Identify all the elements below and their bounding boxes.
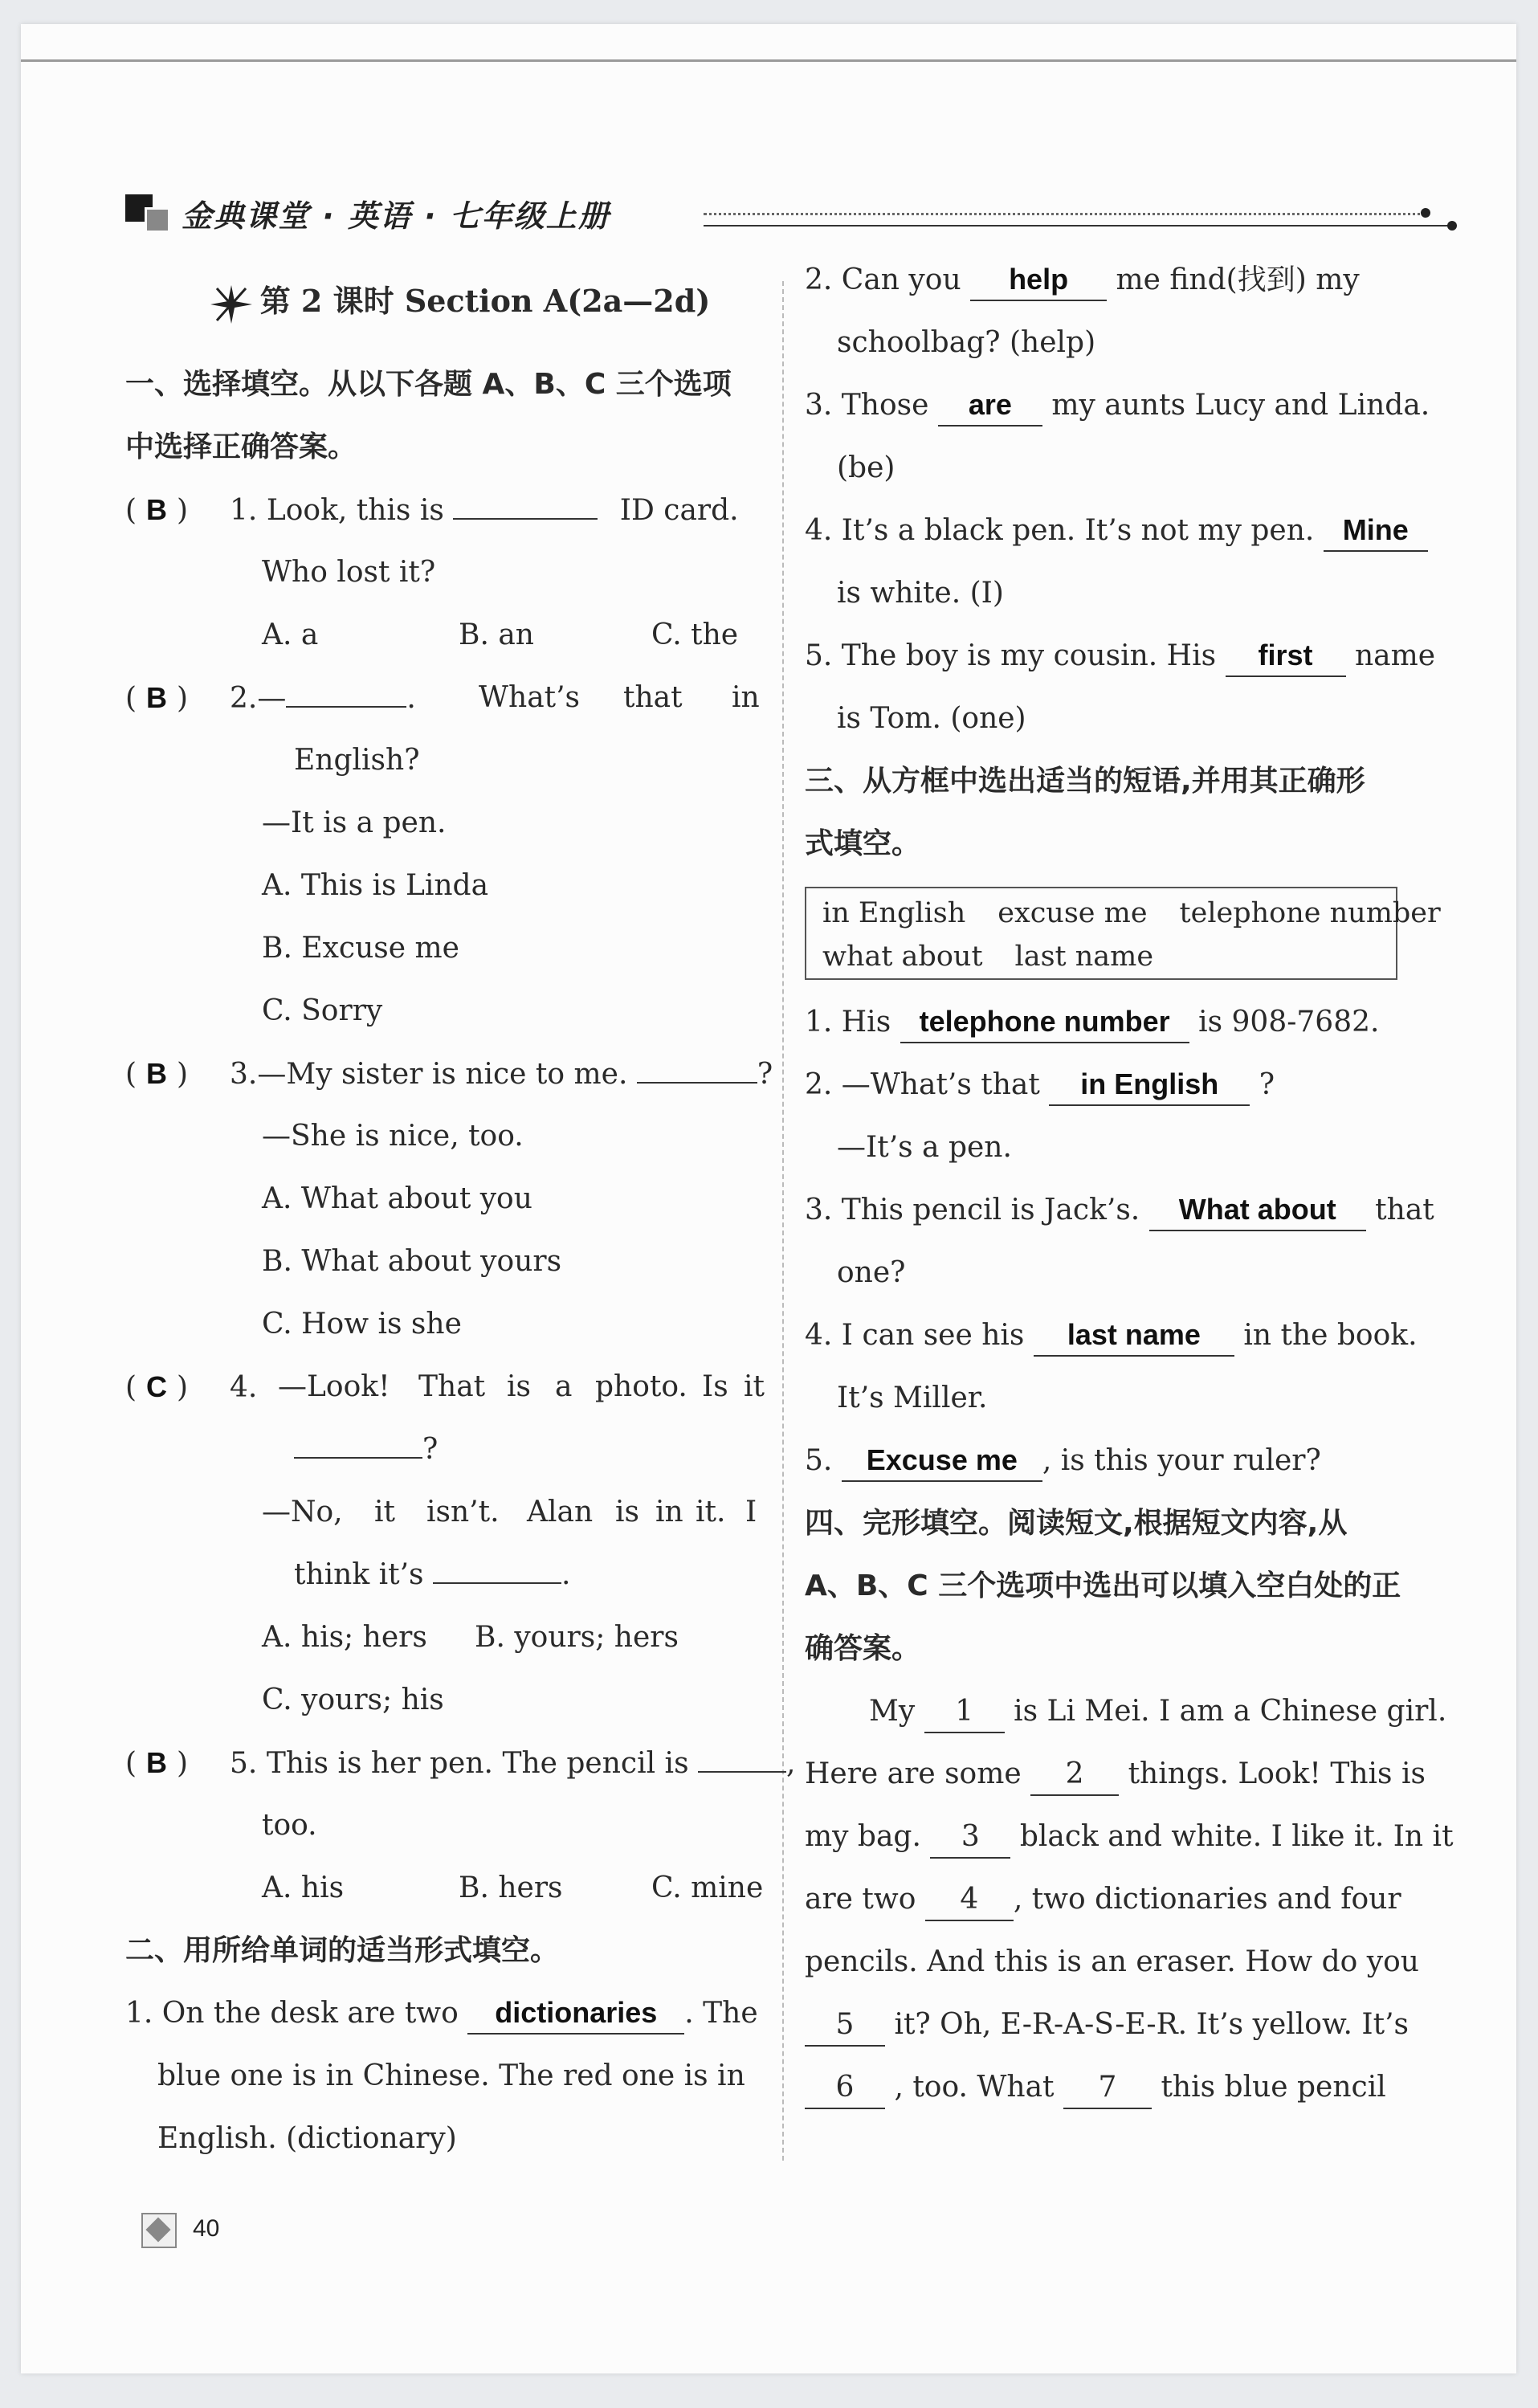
s3-q4-line1 — [805, 1304, 1447, 1367]
s2-q2-line1 — [805, 249, 1447, 312]
lesson-title — [125, 265, 760, 353]
lesson-title-text: 第 2 课时 Section A(2a—2d) — [259, 283, 711, 319]
question-text: 3. This pencil is Jack’s. — [805, 1194, 1140, 1226]
s2-q4-line2: is white. (I) — [837, 577, 1004, 610]
passage-text: My — [869, 1695, 916, 1728]
question-word: isn’t. — [426, 1496, 500, 1528]
s2-q1-line1 — [125, 1982, 760, 2045]
answer-blank[interactable] — [637, 1082, 757, 1084]
s2-q4-line1 — [805, 500, 1447, 562]
section1-heading-cont: 中选择正确答案。 — [125, 431, 357, 463]
question-text: Look, this is — [266, 494, 444, 527]
s2-q3-line2: (be) — [837, 451, 895, 484]
s3-q1-answer[interactable]: telephone number — [900, 1002, 1189, 1043]
s1-q2-line1 — [125, 667, 760, 729]
header-dotted-rule — [704, 213, 1426, 215]
phrase-row-1 — [822, 892, 1441, 935]
s1-q4-options-1 — [125, 1606, 760, 1669]
question-word: is — [507, 1370, 531, 1403]
question-number: 3. — [230, 1058, 258, 1091]
phrase-box — [805, 887, 1441, 980]
s1-q3-line2: —She is nice, too. — [262, 1120, 524, 1153]
option-a: A. his — [262, 1871, 345, 1904]
s1-q2-line3: —It is a pen. — [262, 806, 447, 839]
question-number: 5. — [230, 1747, 258, 1780]
page-header — [125, 185, 1442, 241]
s2-q5-answer[interactable]: first — [1226, 635, 1346, 677]
question-text: ID card. — [619, 494, 739, 527]
header-title: 金典课堂 · 英语 · 七年级上册 — [182, 198, 610, 234]
cloze-line-7 — [805, 2056, 1447, 2119]
answer-blank[interactable] — [294, 1457, 422, 1459]
section3-heading: 三、从方框中选出适当的短语,并用其正确形 — [805, 765, 1365, 798]
question-text: 5. — [805, 1444, 833, 1477]
question-word: I — [745, 1496, 757, 1528]
answer-paren: ( B ) — [125, 667, 230, 730]
passage-text: are two — [805, 1883, 916, 1916]
cloze-blank-4[interactable]: 4 — [925, 1879, 1014, 1921]
answer-blank[interactable] — [453, 518, 598, 520]
s3-q1 — [805, 991, 1447, 1054]
question-word: it — [374, 1496, 395, 1528]
question-text: 3. Those — [805, 389, 929, 422]
s2-q3-answer[interactable]: are — [938, 385, 1042, 427]
s3-q2-line2: —It’s a pen. — [837, 1131, 1012, 1164]
question-text: 2. —What’s that — [805, 1068, 1040, 1101]
cloze-blank-7[interactable]: 7 — [1063, 2067, 1152, 2109]
question-text: , — [786, 1747, 796, 1780]
cloze-line-6 — [805, 1994, 1447, 2056]
question-text: is 908-7682. — [1198, 1006, 1380, 1039]
phrase-row-2 — [822, 935, 1380, 978]
section4-heading: 四、完形填空。阅读短文,根据短文内容,从 — [805, 1507, 1348, 1540]
header-solid-rule — [704, 225, 1450, 227]
page-number: 40 — [193, 2215, 220, 2242]
sparkle-icon — [207, 282, 255, 327]
logo-square-icon-small — [145, 207, 170, 233]
question-number: 4. — [230, 1371, 258, 1404]
s3-q5-answer[interactable]: Excuse me — [842, 1440, 1042, 1482]
question-text: 4. I can see his — [805, 1319, 1025, 1352]
option-b: B. yours; hers — [475, 1621, 679, 1654]
option-a: A. his; hers — [262, 1621, 427, 1654]
question-text: name — [1354, 639, 1436, 672]
s2-q1-line3: English. (dictionary) — [157, 2122, 457, 2155]
s1-q4-line3 — [125, 1481, 760, 1544]
s1-q5-answer: B — [146, 1746, 168, 1779]
question-text: ? — [1259, 1068, 1275, 1101]
answer-paren: ( B ) — [125, 479, 230, 542]
s1-q1-line1 — [125, 479, 760, 541]
question-text: think it’s — [294, 1558, 424, 1591]
s2-q2-answer[interactable]: help — [970, 259, 1107, 301]
s2-q1-answer[interactable]: dictionaries — [467, 1993, 684, 2035]
s3-q4-answer[interactable]: last name — [1034, 1315, 1234, 1357]
cloze-blank-1[interactable]: 1 — [924, 1692, 1005, 1733]
question-word: a — [555, 1370, 573, 1403]
answer-blank[interactable] — [433, 1582, 561, 1584]
question-word: What’s — [479, 681, 581, 714]
s2-q5-line1 — [805, 625, 1447, 688]
cloze-blank-3[interactable]: 3 — [930, 1817, 1010, 1859]
question-text: — — [257, 682, 287, 715]
s1-q4-line1 — [125, 1356, 765, 1418]
question-text: 5. The boy is my cousin. His — [805, 639, 1217, 672]
s1-q5-line2: too. — [262, 1809, 317, 1842]
s1-q2-option-c: C. Sorry — [262, 994, 383, 1027]
s3-q4-line2: It’s Miller. — [837, 1382, 988, 1414]
s1-q1-line2: Who lost it? — [262, 556, 436, 589]
answer-blank[interactable] — [698, 1771, 786, 1773]
question-text: This is her pen. The pencil is — [266, 1747, 689, 1780]
cloze-line-3 — [805, 1806, 1454, 1868]
question-word: that — [623, 681, 683, 714]
section1-heading: 一、选择填空。从以下各题 A、B、C 三个选项 — [125, 368, 732, 401]
question-text: ? — [422, 1433, 439, 1466]
s1-q2-line2: English? — [294, 744, 420, 777]
cloze-line-4 — [805, 1868, 1447, 1931]
s2-q3-line1 — [805, 374, 1447, 437]
column-divider — [782, 281, 784, 2161]
question-word: is — [615, 1496, 639, 1528]
answer-blank[interactable] — [286, 706, 406, 708]
s2-q4-answer[interactable]: Mine — [1324, 510, 1428, 552]
left-column — [125, 265, 796, 2170]
passage-text: it? Oh, E-R-A-S-E-R. It’s yellow. It’s — [894, 2008, 1409, 2041]
section4-heading-cont2: 确答案。 — [805, 1632, 921, 1665]
s1-q1-answer: B — [146, 493, 168, 526]
cloze-line-2 — [805, 1743, 1447, 1806]
answer-paren: ( B ) — [125, 1043, 230, 1106]
question-text: . The — [684, 1997, 758, 2030]
question-text: ? — [757, 1058, 773, 1091]
question-text: in the book. — [1243, 1319, 1418, 1352]
phrase: what about — [822, 941, 983, 973]
top-rule — [21, 59, 1516, 62]
question-word: photo. — [595, 1370, 687, 1403]
question-text: . — [561, 1558, 571, 1591]
passage-text: is Li Mei. I am a Chinese girl. — [1014, 1695, 1447, 1728]
question-word: —No, — [262, 1496, 343, 1528]
s2-q5-line2: is Tom. (one) — [837, 702, 1026, 735]
question-number: 1. — [230, 494, 258, 527]
question-number: 2. — [230, 682, 258, 715]
cloze-line-1 — [805, 1680, 1447, 1743]
option-b: B. hers — [459, 1871, 563, 1904]
s1-q3-option-a: A. What about you — [262, 1182, 532, 1215]
question-text: 1. His — [805, 1006, 891, 1039]
header-bullet-icon — [1447, 221, 1457, 231]
question-word: in — [655, 1496, 683, 1528]
passage-text: black and white. I like it. In it — [1019, 1820, 1454, 1853]
s1-q3-option-c: C. How is she — [262, 1308, 462, 1341]
s1-q4-answer: C — [146, 1370, 168, 1403]
section2-heading: 二、用所给单词的适当形式填空。 — [125, 1934, 560, 1967]
s1-q1-options — [125, 604, 760, 667]
passage-text: my bag. — [805, 1820, 921, 1853]
s1-q3-option-b: B. What about yours — [262, 1245, 562, 1278]
cloze-blank-6[interactable]: 6 — [805, 2067, 885, 2109]
question-text: —My sister is nice to me. — [257, 1058, 628, 1091]
passage-text: , two dictionaries and four — [1013, 1883, 1401, 1916]
question-text: , is this your ruler? — [1042, 1444, 1321, 1477]
option-b: B. an — [459, 618, 534, 651]
s1-q5-options — [125, 1857, 764, 1920]
s1-q4-line2 — [125, 1418, 760, 1481]
question-word: Alan — [527, 1496, 594, 1528]
header-bullet-icon — [1421, 208, 1430, 218]
question-word: it. — [696, 1496, 726, 1528]
s3-q3-answer[interactable]: What about — [1149, 1190, 1366, 1231]
question-word: Is — [702, 1370, 728, 1403]
s1-q2-answer: B — [146, 681, 168, 714]
question-text: my aunts Lucy and Linda. — [1051, 389, 1430, 422]
question-word: That — [418, 1370, 486, 1403]
page-diamond-icon — [141, 2213, 177, 2248]
phrase: last name — [1014, 941, 1154, 973]
cloze-blank-5[interactable]: 5 — [805, 2005, 885, 2047]
section4-heading-cont: A、B、C 三个选项中选出可以填入空白处的正 — [805, 1569, 1401, 1602]
phrase: in English — [822, 897, 966, 929]
s3-q2-line1 — [805, 1054, 1447, 1116]
question-text: that — [1375, 1194, 1434, 1226]
s1-q4-option-c: C. yours; his — [262, 1684, 444, 1716]
passage-text: this blue pencil — [1161, 2071, 1386, 2104]
cloze-blank-2[interactable]: 2 — [1030, 1754, 1119, 1796]
question-word: it — [744, 1370, 765, 1403]
s1-q2-option-b: B. Excuse me — [262, 932, 459, 965]
passage-text: things. Look! This is — [1128, 1757, 1426, 1790]
phrase: excuse me — [997, 897, 1148, 929]
question-text: 4. It’s a black pen. It’s not my pen. — [805, 514, 1315, 547]
workbook-page — [21, 24, 1516, 2373]
s2-q1-line2: blue one is in Chinese. The red one is in — [157, 2059, 745, 2092]
question-text: . — [406, 682, 416, 715]
s3-q5 — [805, 1430, 1447, 1492]
answer-paren: ( B ) — [125, 1732, 230, 1795]
option-a: A. a — [262, 618, 319, 651]
right-column — [805, 263, 1454, 2119]
option-c: C. the — [651, 618, 739, 651]
s1-q5-line1 — [125, 1732, 796, 1794]
s3-q3-line1 — [805, 1179, 1447, 1242]
s1-q3-answer: B — [146, 1057, 168, 1090]
option-c: C. mine — [651, 1871, 764, 1904]
s3-q3-line2: one? — [837, 1256, 906, 1289]
phrase: telephone number — [1179, 897, 1441, 929]
cloze-line-5: pencils. And this is an eraser. How do you — [805, 1945, 1419, 1978]
s1-q4-line4 — [125, 1544, 760, 1606]
question-text: 1. On the desk are two — [125, 1997, 459, 2030]
section3-heading-cont: 式填空。 — [805, 827, 921, 860]
question-text: 2. Can you — [805, 263, 961, 296]
s1-q3-line1 — [125, 1043, 773, 1105]
passage-text: , too. What — [894, 2071, 1055, 2104]
question-word: —Look! — [278, 1370, 390, 1403]
s2-q2-line2: schoolbag? (help) — [837, 326, 1096, 359]
passage-text: Here are some — [805, 1757, 1022, 1790]
question-text: me find(找到) my — [1116, 263, 1360, 296]
question-word: in — [732, 681, 760, 714]
s3-q2-answer[interactable]: in English — [1049, 1064, 1250, 1106]
answer-paren: ( C ) — [125, 1356, 230, 1419]
s1-q2-option-a: A. This is Linda — [262, 869, 489, 902]
